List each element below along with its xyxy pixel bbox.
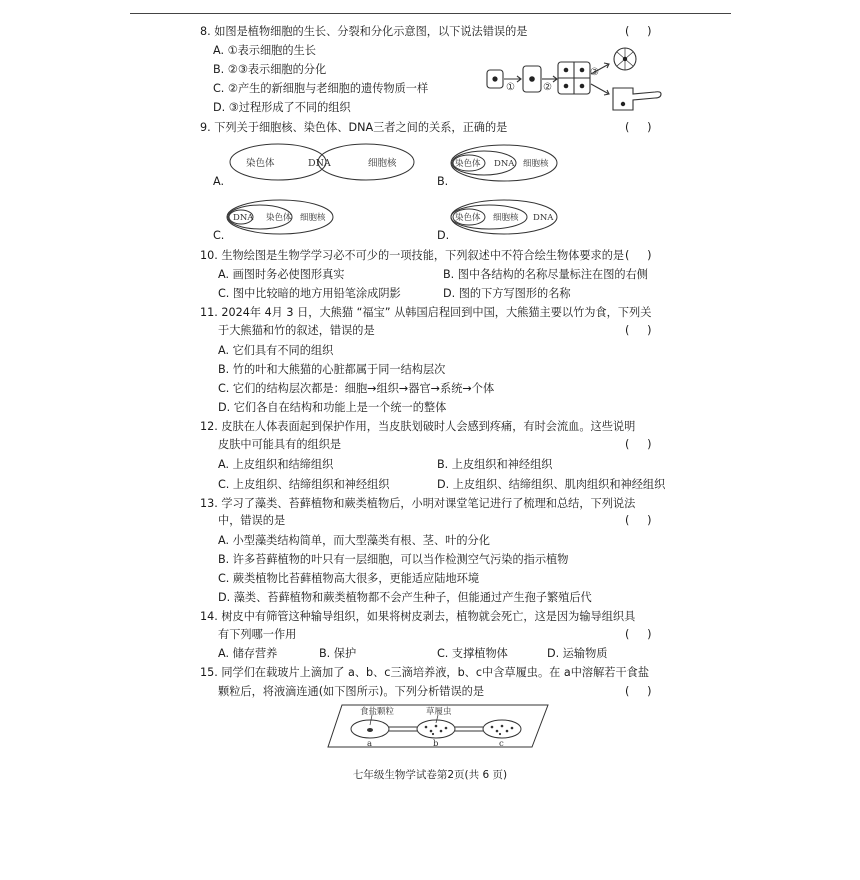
q8-label-2: ② [543,82,552,93]
q14-option-b: B. 保护 [319,647,357,660]
q9-option-d: D. [437,229,450,242]
q8-answer-paren: ( ) [625,25,652,38]
q9a-label-nucleus: 细胞核 [368,158,397,169]
q9b-label-nucleus: 细胞核 [523,159,549,169]
q9d-label-nucleus: 细胞核 [493,213,519,223]
q9-stem: 9. 下列关于细胞核、染色体、DNA三者之间的关系，正确的是 [200,121,508,134]
q15-stem-line2: 颗粒后，将液滴连通(如下图所示)。下列分析错误的是 [218,685,485,698]
q13-option-c: C. 蕨类植物比苔藓植物高大很多，更能适应陆地环境 [218,572,480,585]
q9-venn-c [225,199,337,239]
q12-stem-line2: 皮肤中可能具有的组织是 [218,438,342,451]
q8-option-b: B. ②③表示细胞的分化 [213,63,327,76]
q11-stem-line2: 于大熊猫和竹的叙述，错误的是 [218,324,375,337]
q15-label-b: b [433,739,439,749]
q9-venn-b [449,143,561,187]
q14-stem-line2: 有下列哪一作用 [218,628,297,641]
q14-option-d: D. 运输物质 [547,647,608,660]
q9b-label-chromosome: 染色体 [455,159,481,169]
q10-answer-paren: ( ) [625,249,652,262]
q8-option-a: A. ①表示细胞的生长 [213,44,316,57]
q11-option-c: C. 它们的结构层次都是：细胞→组织→器官→系统→个体 [218,382,495,395]
q8-option-c: C. ②产生的新细胞与老细胞的遗传物质一样 [213,82,429,95]
q13-option-a: A. 小型藻类结构简单，而大型藻类有根、茎、叶的分化 [218,534,490,547]
q9-option-b: B. [437,175,449,188]
header-rule [130,13,731,14]
q8-label-3: ③ [590,67,599,78]
q10-stem: 10. 生物绘图是生物学学习必不可少的一项技能，下列叙述中不符合绘生物体要求的是 [200,249,625,262]
q11-answer-paren: ( ) [625,324,652,337]
q15-label-a: a [367,739,373,749]
q12-option-a: A. 上皮组织和结缔组织 [218,458,334,471]
q13-stem-line1: 13. 学习了藻类、苔藓植物和蕨类植物后，小明对课堂笔记进行了梳理和总结，下列说法 [200,497,636,510]
q8-option-d: D. ③过程形成了不同的组织 [213,101,351,114]
q9a-label-chromosome: 染色体 [246,158,275,169]
q13-answer-paren: ( ) [625,514,652,527]
q13-stem-line2: 中，错误的是 [218,514,286,527]
q10-option-a: A. 画图时务必使图形真实 [218,268,345,281]
q9d-label-chromosome: 染色体 [455,213,481,223]
q8-label-1: ① [506,82,515,93]
q15-stem-line1: 15. 同学们在载玻片上滴加了 a、b、c三滴培养液，b、c中含草履虫。在 a中溶解若干食盐 [200,666,650,679]
q10-option-b: B. 图中各结构的名称尽量标注在图的右侧 [443,268,648,281]
q14-answer-paren: ( ) [625,628,652,641]
q15-answer-paren: ( ) [625,685,652,698]
q15-slide-figure [326,703,550,749]
q9c-label-chromosome: 染色体 [266,213,292,223]
q8-stem: 8. 如图是植物细胞的生长、分裂和分化示意图，以下说法错误的是 [200,25,528,38]
q14-option-c: C. 支撑植物体 [437,647,508,660]
q12-stem-line1: 12. 皮肤在人体表面起到保护作用，当皮肤划破时人会感到疼痛，有时会流血。这些说明 [200,420,636,433]
q8-cell-division-figure [485,44,665,116]
q9-option-c: C. [213,229,225,242]
q9c-label-nucleus: 细胞核 [300,213,326,223]
q9-venn-d [449,199,561,239]
page-footer: 七年级生物学试卷第2页(共 6 页) [352,769,508,781]
q11-option-b: B. 竹的叶和大熊猫的心脏都属于同一结构层次 [218,363,446,376]
q9d-label-dna: DNA [533,213,554,223]
q9-option-a: A. [213,175,225,188]
q14-option-a: A. 储存营养 [218,647,278,660]
q10-option-d: D. 图的下方写图形的名称 [443,287,571,300]
q11-stem-line1: 11. 2024年 4月 3 日，大熊猫 “福宝” 从韩国启程回到中国，大熊猫主要以竹为食，下列关 [200,306,652,319]
q10-option-c: C. 图中比较暗的地方用铅笔涂成阴影 [218,287,401,300]
q15-label-paramecium: 草履虫 [426,707,452,717]
q12-option-b: B. 上皮组织和神经组织 [437,458,553,471]
q11-option-a: A. 它们具有不同的组织 [218,344,334,357]
q15-label-salt: 食盐颗粒 [360,707,395,717]
q13-option-b: B. 许多苔藓植物的叶只有一层细胞，可以当作检测空气污染的指示植物 [218,553,569,566]
q12-answer-paren: ( ) [625,438,652,451]
q9-answer-paren: ( ) [625,121,652,134]
q12-option-d: D. 上皮组织、结缔组织、肌肉组织和神经组织 [437,478,666,491]
q13-option-d: D. 藻类、苔藓植物和蕨类植物都不会产生种子，但能通过产生孢子繁殖后代 [218,591,592,604]
q11-option-d: D. 它们各自在结构和功能上是一个统一的整体 [218,401,447,414]
q12-option-c: C. 上皮组织、结缔组织和神经组织 [218,478,390,491]
q15-label-c: c [499,739,504,749]
q14-stem-line1: 14. 树皮中有筛管这种输导组织，如果将树皮剥去，植物就会死亡，这是因为输导组织具 [200,610,636,623]
q9a-label-dna: DNA [308,158,331,169]
q9-venn-a [228,142,418,186]
q9b-label-dna: DNA [494,159,515,169]
q9c-label-dna: DNA [233,213,254,223]
